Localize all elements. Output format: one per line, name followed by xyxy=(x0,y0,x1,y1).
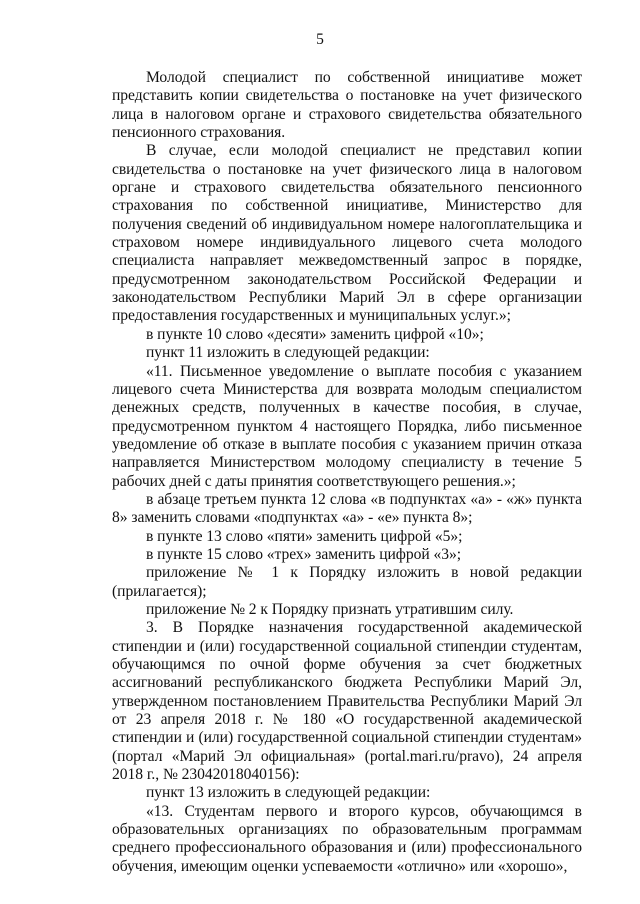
paragraph: в абзаце третьем пункта 12 слова «в подпунктах «а» - «ж» пункта 8» заменить словами «подпунктах «а» - «е» пункта 8»; xyxy=(112,490,582,527)
paragraph: приложение № 1 к Порядку изложить в новой редакции (прилагается); xyxy=(112,564,582,600)
paragraph: В случае, если молодой специалист не представил копии свидетельства о постановке на учет физического лица в налоговом органе и страхового свидетельства обязательного пенсионного страхования по собственной инициативе, Министерство для получения сведений об индивидуальном номере налогоплательщика и страховом номере индивидуального лицевого счета молодого специалиста направляет межведомственный запрос в порядке, предусмотренном законодательством Российской Федерации и законодательством Республики Марий Эл в сфере организации предоставления государственных и муниципальных услуг.»; xyxy=(112,142,582,325)
paragraph: «13. Студентам первого и второго курсов, обучающимся в образовательных организациях по образовательным программам среднего профессионального образования и (или) профессионального обучения, имеющим оценки успеваемости «отлично» или «хорошо», xyxy=(112,802,582,875)
paragraph: в пункте 13 слово «пяти» заменить цифрой «5»; xyxy=(146,527,463,545)
paragraph: в пункте 10 слово «десяти» заменить цифрой «10»; xyxy=(146,325,484,343)
paragraph: приложение № 2 к Порядку признать утратившим силу. xyxy=(146,600,514,618)
paragraph: в пункте 15 слово «трех» заменить цифрой «3»; xyxy=(146,545,461,563)
paragraph: пункт 13 изложить в следующей редакции: xyxy=(146,784,431,802)
paragraph: «11. Письменное уведомление о выплате пособия с указанием лицевого счета Министерства для возврата молодым специалистом денежных средств, полученных в качестве пособия, в случае, предусмотренном пунктом 4 настоящего Порядка, либо письменное уведомление об отказе в выплате пособия с указанием причин отказа направляется Министерством молодому специалисту в течение 5 рабочих дней с даты принятия соответствующего решения.»; xyxy=(112,362,582,490)
paragraph: Молодой специалист по собственной инициативе может представить копии свидетельства о постановке на учет физического лица в налоговом органе и страхового свидетельства обязательного пенсионного страхования. xyxy=(112,69,582,142)
paragraph: пункт 11 изложить в следующей редакции: xyxy=(146,344,430,362)
page-number: 5 xyxy=(316,31,324,48)
document-body xyxy=(112,69,582,876)
paragraph: 3. В Порядке назначения государственной академической стипендии и (или) государственной социальной стипендии студентам, обучающимся по очной форме обучения за счет бюджетных ассигнований республиканского бюджета Республики Марий Эл, утвержденном постановлением Правительства Республики Марий Эл от 23 апреля 2018 г. № 180 «О государственной академической стипендии и (или) государственной социальной стипендии студентам» (портал «Марий Эл официальная» (portal.mari.ru/pravo), 24 апреля 2018 г., № 23042018040156): xyxy=(112,619,582,784)
